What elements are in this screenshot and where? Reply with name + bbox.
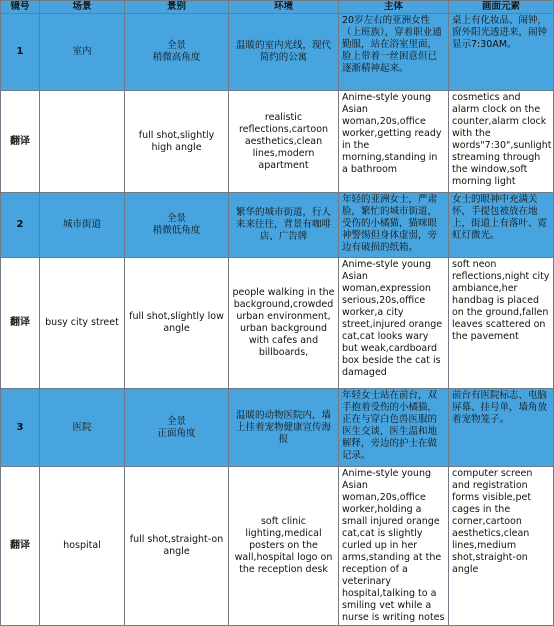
elements-cell: computer screen and registration forms visible,pet cages in the corner,cartoon aesthetics,clean lines,medium shot,straight-on angle bbox=[449, 467, 554, 626]
row-id-cell: 翻译 bbox=[1, 467, 40, 626]
row-id-cell: 3 bbox=[1, 389, 40, 467]
table-row bbox=[1, 193, 554, 258]
header-shot-type: 景别 bbox=[125, 1, 229, 14]
environment-cell: 繁华的城市街道，行人来来往往，背景有咖啡店、广告牌 bbox=[229, 193, 339, 258]
scene-cell bbox=[40, 91, 125, 193]
shot-cell: 全景 稍微低角度 bbox=[125, 193, 229, 258]
table-row bbox=[1, 389, 554, 467]
table-row bbox=[1, 467, 554, 626]
scene-cell: 室内 bbox=[40, 14, 125, 91]
subject-cell: 20岁左右的亚洲女性（上班族），穿着职业通勤服，站在浴室里面，脸上带着一丝困意但已逐渐精神起来。 bbox=[339, 14, 449, 91]
environment-cell: 温暖的动物医院内，墙上挂着宠物健康宣传海报 bbox=[229, 389, 339, 467]
environment-cell: 温暖的室内光线，现代简约的公寓 bbox=[229, 14, 339, 91]
shot-cell: full shot,slightly low angle bbox=[125, 258, 229, 389]
elements-cell: cosmetics and alarm clock on the counter,alarm clock with the words"7:30",sunlight streaming through the window,soft morning light bbox=[449, 91, 554, 193]
shot-cell: full shot,straight-on angle bbox=[125, 467, 229, 626]
subject-cell: Anime-style young Asian woman,20s,office worker,holding a small injured orange cat,cat is slightly curled up in her arms,standing at the reception of a veterinary hospital,talking to a smiling vet while a nurse is writing notes bbox=[339, 467, 449, 626]
elements-cell: 桌上有化妆品、闹钟，窗外阳光透进来，闹钟显示7:30AM。 bbox=[449, 14, 554, 91]
header-elements: 画面元素 bbox=[449, 1, 554, 14]
header-environment: 环境 bbox=[229, 1, 339, 14]
subject-cell: 年轻女士站在前台，双手抱着受伤的小橘猫，正在与穿白色兽医服的医生交谈，医生温和地解释，旁边的护士在做记录。 bbox=[339, 389, 449, 467]
subject-cell: Anime-style young Asian woman,expression serious,20s,office worker,a city street,injured orange cat,cat looks wary but weak,cardboard box beside the cat is damaged bbox=[339, 258, 449, 389]
shot-cell: 全景 稍微高角度 bbox=[125, 14, 229, 91]
shot-cell: 全景 正面角度 bbox=[125, 389, 229, 467]
row-id-cell: 翻译 bbox=[1, 258, 40, 389]
scene-cell: 城市街道 bbox=[40, 193, 125, 258]
subject-cell: 年轻的亚洲女士，严肃脸，繁忙的城市街道，受伤的小橘猫，猫咪眼神警惕但身体虚弱，旁边有破损的纸箱。 bbox=[339, 193, 449, 258]
elements-cell: 前台有医院标志、电脑屏幕、挂号单，墙角放着宠物笼子。 bbox=[449, 389, 554, 467]
header-scene: 场景 bbox=[40, 1, 125, 14]
header-subject: 主体 bbox=[339, 1, 449, 14]
scene-cell: hospital bbox=[40, 467, 125, 626]
header-shot-number: 镜号 bbox=[1, 1, 40, 14]
header-row bbox=[1, 1, 554, 14]
shot-cell: full shot,slightly high angle bbox=[125, 91, 229, 193]
elements-cell: 女士的眼神中充满关怀，手提包被放在地上，街道上有落叶、霓虹灯微光。 bbox=[449, 193, 554, 258]
row-id-cell: 翻译 bbox=[1, 91, 40, 193]
table-row bbox=[1, 14, 554, 91]
elements-cell: soft neon reflections,night city ambiance,her handbag is placed on the ground,fallen leaves scattered on the pavement bbox=[449, 258, 554, 389]
row-id-cell: 2 bbox=[1, 193, 40, 258]
environment-cell: people walking in the background,crowded urban environment, urban background with cafes and billboards, bbox=[229, 258, 339, 389]
environment-cell: soft clinic lighting,medical posters on the wall,hospital logo on the reception desk bbox=[229, 467, 339, 626]
subject-cell: Anime-style young Asian woman,20s,office worker,getting ready in the morning,standing in a bathroom bbox=[339, 91, 449, 193]
scene-cell: 医院 bbox=[40, 389, 125, 467]
table-row bbox=[1, 91, 554, 193]
row-id-cell: 1 bbox=[1, 14, 40, 91]
table-row bbox=[1, 258, 554, 389]
scene-cell: busy city street bbox=[40, 258, 125, 389]
environment-cell: realistic reflections,cartoon aesthetics,clean lines,modern apartment bbox=[229, 91, 339, 193]
